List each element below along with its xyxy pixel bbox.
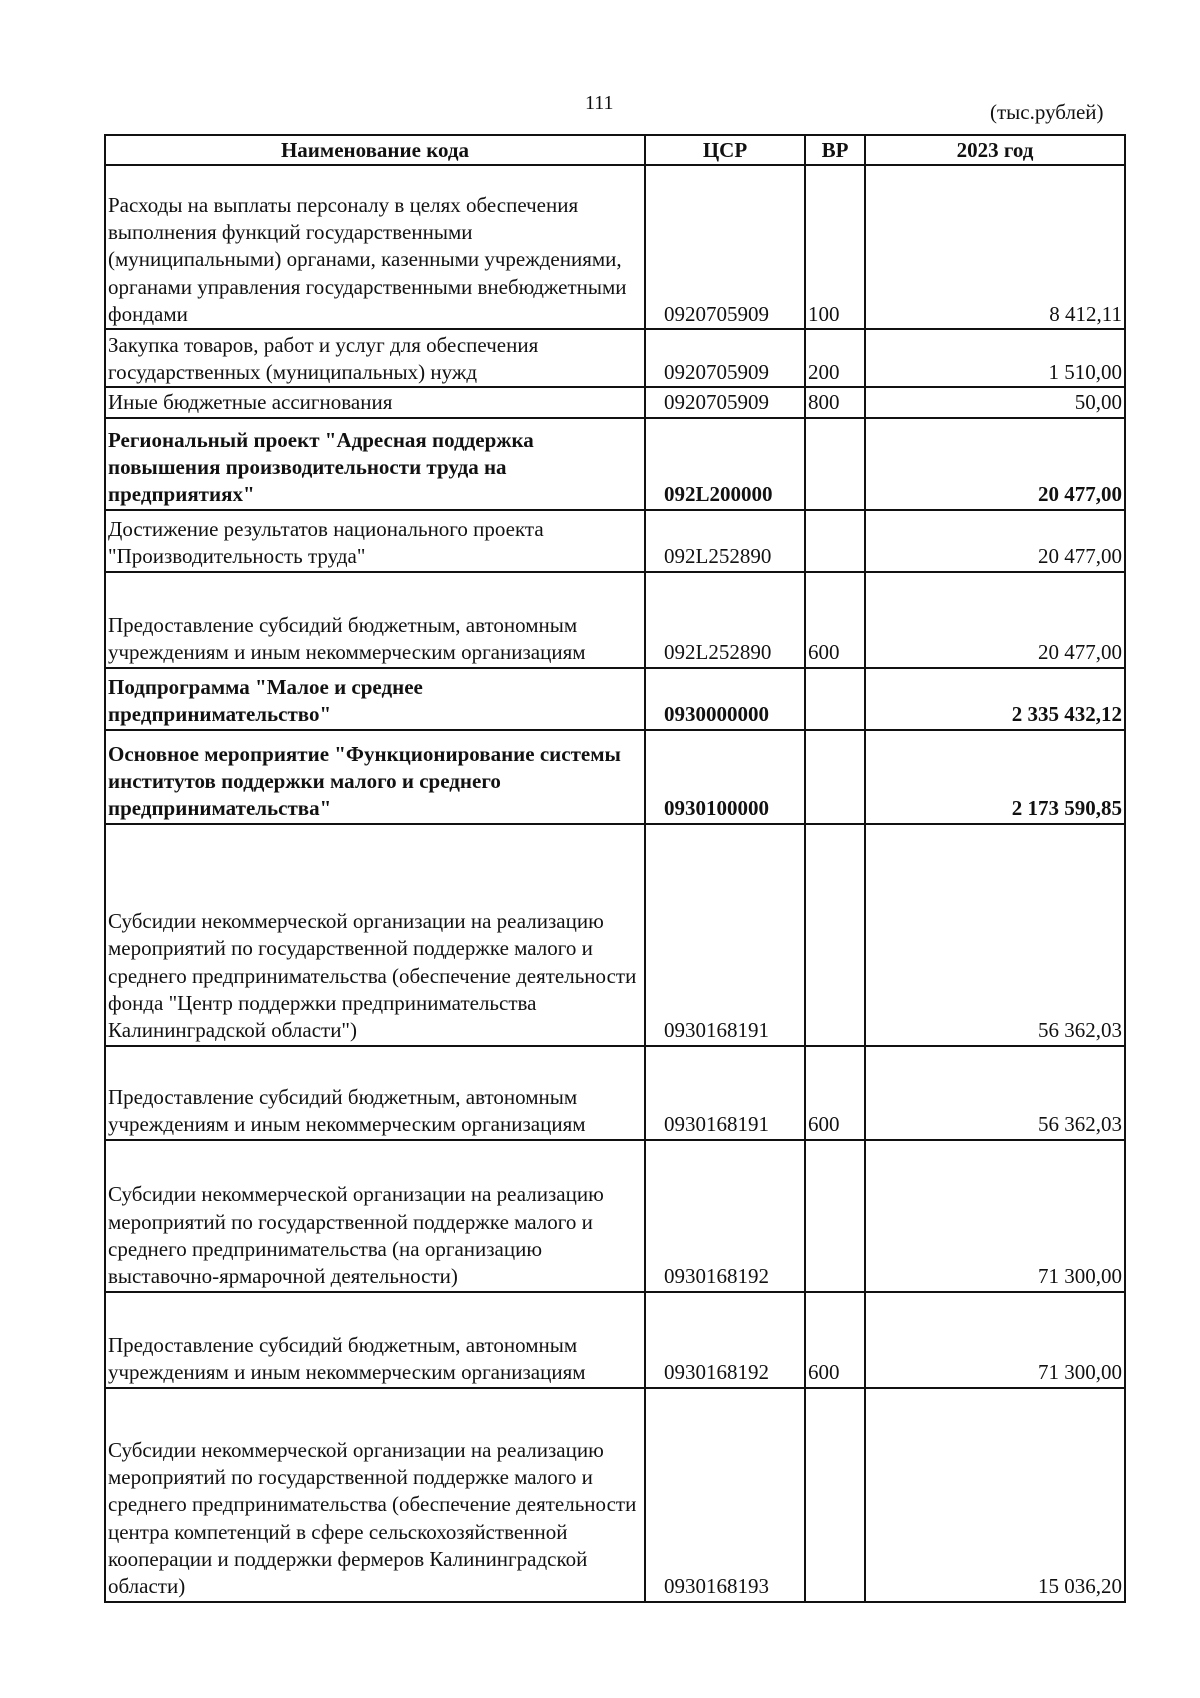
row-amount: 1 510,00 xyxy=(865,329,1125,387)
table-row xyxy=(105,418,1125,510)
row-amount: 20 477,00 xyxy=(865,510,1125,572)
row-amount: 71 300,00 xyxy=(865,1292,1125,1388)
row-csr: 0930168192 xyxy=(645,1292,805,1388)
row-vr: 600 xyxy=(805,572,865,668)
header-name: Наименование кода xyxy=(105,135,645,165)
row-vr xyxy=(805,668,865,730)
row-csr: 0930168191 xyxy=(645,824,805,1046)
row-amount: 15 036,20 xyxy=(865,1388,1125,1602)
row-amount: 20 477,00 xyxy=(865,418,1125,510)
budget-table xyxy=(104,134,1126,1603)
header-vr: ВР xyxy=(805,135,865,165)
row-name: Предоставление субсидий бюджетным, автономным учреждениям и иным некоммерческим организациям xyxy=(105,572,645,668)
table-row xyxy=(105,1046,1125,1140)
row-name: Предоставление субсидий бюджетным, автономным учреждениям и иным некоммерческим организациям xyxy=(105,1292,645,1388)
table-row xyxy=(105,668,1125,730)
row-name: Закупка товаров, работ и услуг для обеспечения государственных (муниципальных) нужд xyxy=(105,329,645,387)
units-label: (тыс.рублей) xyxy=(990,100,1104,124)
table-row xyxy=(105,510,1125,572)
table-row xyxy=(105,572,1125,668)
row-name: Субсидии некоммерческой организации на реализацию мероприятий по государственной поддержке малого и среднего предпринимательства (на организацию выставочно-ярмарочной деятельности) xyxy=(105,1140,645,1292)
row-vr: 600 xyxy=(805,1292,865,1388)
table-row xyxy=(105,730,1125,824)
table-row xyxy=(105,824,1125,1046)
row-amount: 50,00 xyxy=(865,387,1125,417)
row-amount: 56 362,03 xyxy=(865,824,1125,1046)
row-vr xyxy=(805,1140,865,1292)
row-csr: 0920705909 xyxy=(645,329,805,387)
row-csr: 0930000000 xyxy=(645,668,805,730)
row-csr: 0920705909 xyxy=(645,165,805,329)
table-row xyxy=(105,1388,1125,1602)
row-vr: 800 xyxy=(805,387,865,417)
row-vr: 200 xyxy=(805,329,865,387)
row-csr: 092L200000 xyxy=(645,418,805,510)
row-csr: 0930168193 xyxy=(645,1388,805,1602)
row-amount: 2 335 432,12 xyxy=(865,668,1125,730)
row-vr xyxy=(805,510,865,572)
row-csr: 0920705909 xyxy=(645,387,805,417)
row-name: Достижение результатов национального проекта "Производительность труда" xyxy=(105,510,645,572)
row-vr: 100 xyxy=(805,165,865,329)
header-amount: 2023 год xyxy=(865,135,1125,165)
row-amount: 20 477,00 xyxy=(865,572,1125,668)
row-amount: 71 300,00 xyxy=(865,1140,1125,1292)
table-row xyxy=(105,1292,1125,1388)
row-amount: 56 362,03 xyxy=(865,1046,1125,1140)
row-csr: 0930100000 xyxy=(645,730,805,824)
row-amount: 2 173 590,85 xyxy=(865,730,1125,824)
row-name: Иные бюджетные ассигнования xyxy=(105,387,645,417)
table-row xyxy=(105,165,1125,329)
table-row xyxy=(105,329,1125,387)
row-vr xyxy=(805,730,865,824)
row-amount: 8 412,11 xyxy=(865,165,1125,329)
row-name: Предоставление субсидий бюджетным, автономным учреждениям и иным некоммерческим организациям xyxy=(105,1046,645,1140)
row-name: Субсидии некоммерческой организации на реализацию мероприятий по государственной поддержке малого и среднего предпринимательства (обеспечение деятельности фонда "Центр поддержки предпринимательства Калининградской области") xyxy=(105,824,645,1046)
row-vr xyxy=(805,1388,865,1602)
header-csr: ЦСР xyxy=(645,135,805,165)
page-number: 111 xyxy=(585,92,614,114)
row-csr: 0930168192 xyxy=(645,1140,805,1292)
row-csr: 092L252890 xyxy=(645,572,805,668)
row-name: Субсидии некоммерческой организации на реализацию мероприятий по государственной поддержке малого и среднего предпринимательства (обеспечение деятельности центра компетенций в сфере сельскохозяйственной кооперации и поддержки фермеров Калининградской области) xyxy=(105,1388,645,1602)
row-vr xyxy=(805,824,865,1046)
table-row xyxy=(105,387,1125,417)
row-name: Подпрограмма "Малое и среднее предпринимательство" xyxy=(105,668,645,730)
row-csr: 0930168191 xyxy=(645,1046,805,1140)
row-name: Расходы на выплаты персоналу в целях обеспечения выполнения функций государственными (муниципальными) органами, казенными учреждениями, органами управления государственными внебюджетными фондами xyxy=(105,165,645,329)
row-name: Основное мероприятие "Функционирование системы институтов поддержки малого и среднего предпринимательства" xyxy=(105,730,645,824)
table-header-row xyxy=(105,135,1125,165)
row-name: Региональный проект "Адресная поддержка повышения производительности труда на предприятиях" xyxy=(105,418,645,510)
row-vr: 600 xyxy=(805,1046,865,1140)
row-vr xyxy=(805,418,865,510)
row-csr: 092L252890 xyxy=(645,510,805,572)
table-row xyxy=(105,1140,1125,1292)
